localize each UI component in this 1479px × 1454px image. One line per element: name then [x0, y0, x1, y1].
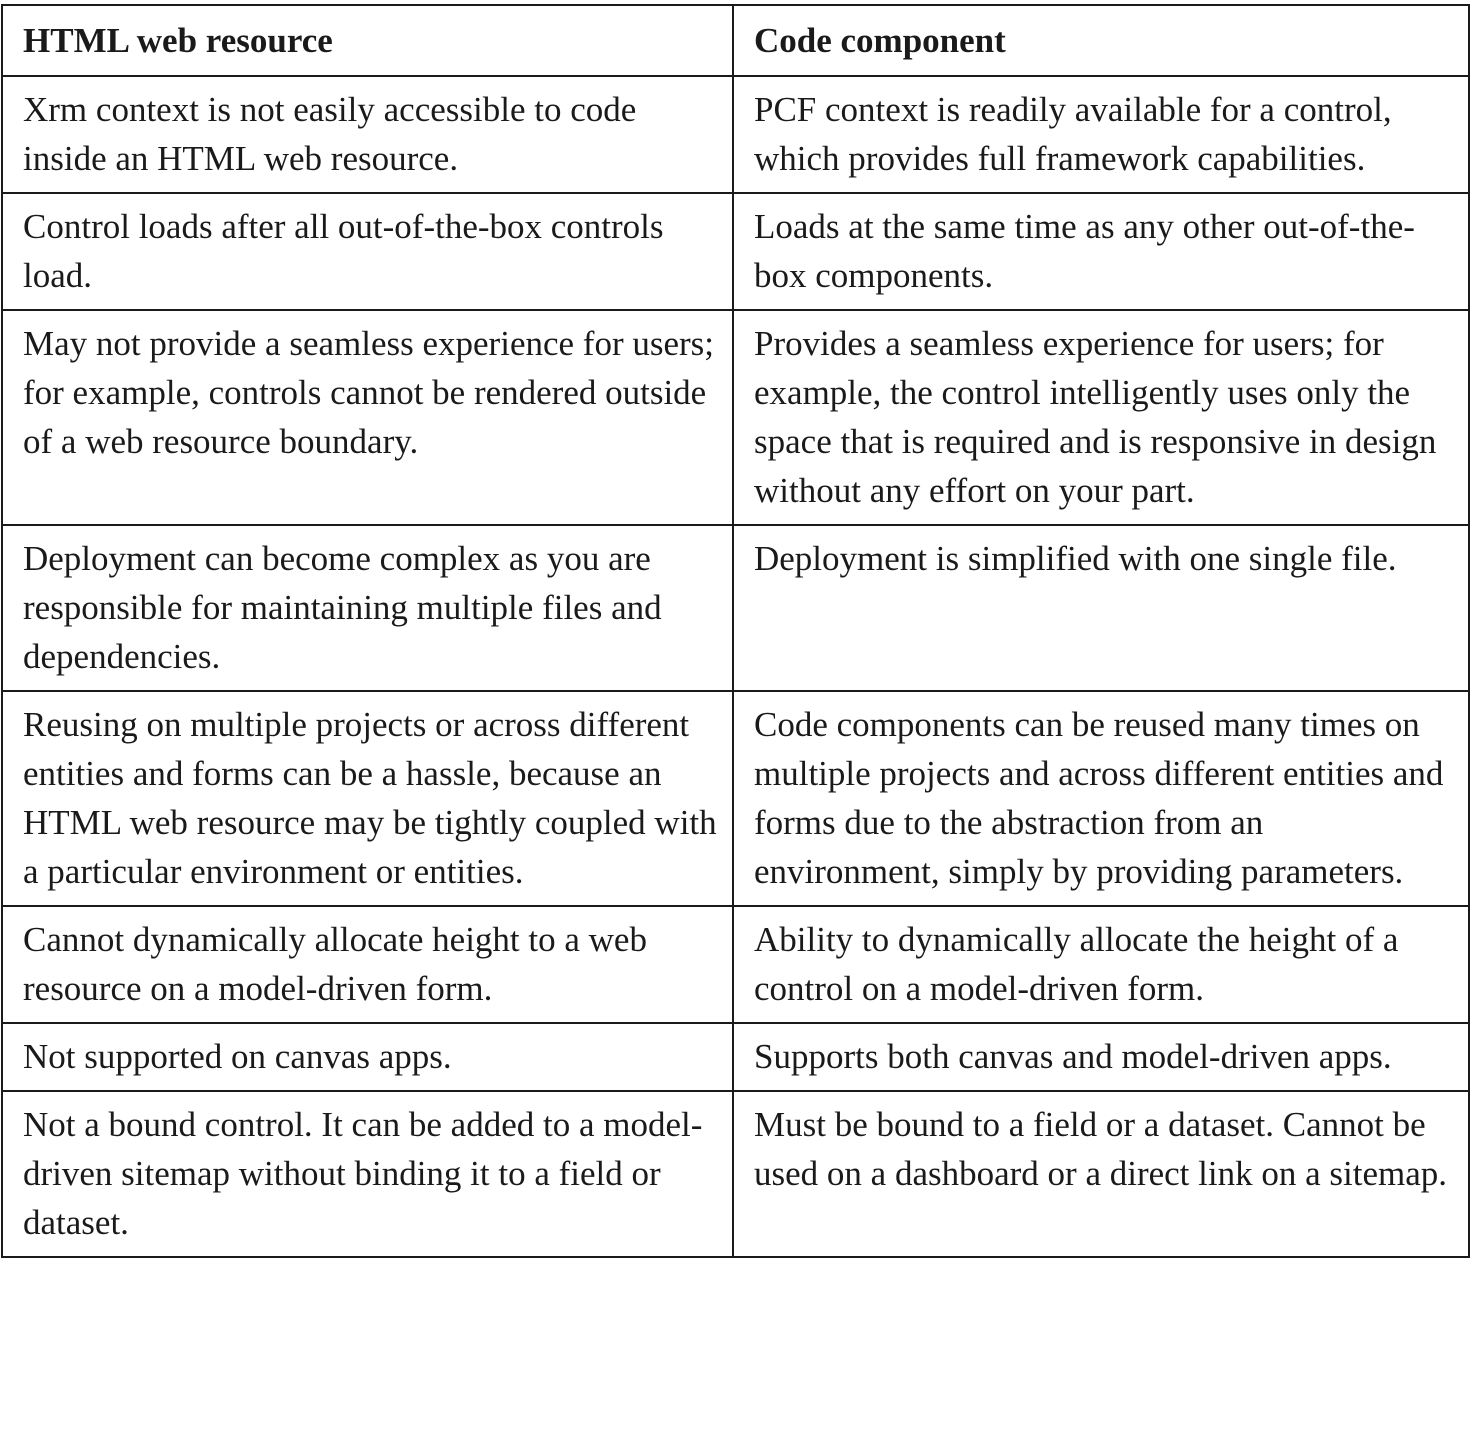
column-header-html-web-resource: HTML web resource [2, 5, 733, 76]
table-cell-html-web-resource: Xrm context is not easily accessible to code inside an HTML web resource. [2, 76, 733, 193]
table-row [2, 906, 1469, 1023]
table-header-row [2, 5, 1469, 76]
table-cell-code-component: Deployment is simplified with one single file. [733, 525, 1469, 691]
table-row [2, 1023, 1469, 1091]
table-row [2, 76, 1469, 193]
table-row [2, 1091, 1469, 1257]
table-cell-code-component: Ability to dynamically allocate the height of a control on a model-driven form. [733, 906, 1469, 1023]
table-row [2, 525, 1469, 691]
table-row [2, 193, 1469, 310]
table-cell-html-web-resource: Not supported on canvas apps. [2, 1023, 733, 1091]
comparison-table [1, 4, 1470, 1258]
table-cell-code-component: PCF context is readily available for a control, which provides full framework capabilities. [733, 76, 1469, 193]
table-cell-code-component: Must be bound to a field or a dataset. Cannot be used on a dashboard or a direct link on a sitemap. [733, 1091, 1469, 1257]
comparison-table-wrapper [1, 4, 1468, 1258]
table-row [2, 691, 1469, 906]
table-cell-html-web-resource: Cannot dynamically allocate height to a web resource on a model-driven form. [2, 906, 733, 1023]
table-cell-code-component: Provides a seamless experience for users; for example, the control intelligently uses only the space that is required and is responsive in design without any effort on your part. [733, 310, 1469, 525]
table-cell-code-component: Loads at the same time as any other out-of-the-box components. [733, 193, 1469, 310]
table-row [2, 310, 1469, 525]
table-cell-html-web-resource: Control loads after all out-of-the-box controls load. [2, 193, 733, 310]
table-cell-html-web-resource: Deployment can become complex as you are responsible for maintaining multiple files and dependencies. [2, 525, 733, 691]
column-header-code-component: Code component [733, 5, 1469, 76]
table-cell-code-component: Code components can be reused many times on multiple projects and across different entities and forms due to the abstraction from an environment, simply by providing parameters. [733, 691, 1469, 906]
table-cell-code-component: Supports both canvas and model-driven apps. [733, 1023, 1469, 1091]
table-cell-html-web-resource: Not a bound control. It can be added to a model-driven sitemap without binding it to a field or dataset. [2, 1091, 733, 1257]
table-cell-html-web-resource: May not provide a seamless experience for users; for example, controls cannot be rendered outside of a web resource boundary. [2, 310, 733, 525]
table-cell-html-web-resource: Reusing on multiple projects or across different entities and forms can be a hassle, because an HTML web resource may be tightly coupled with a particular environment or entities. [2, 691, 733, 906]
